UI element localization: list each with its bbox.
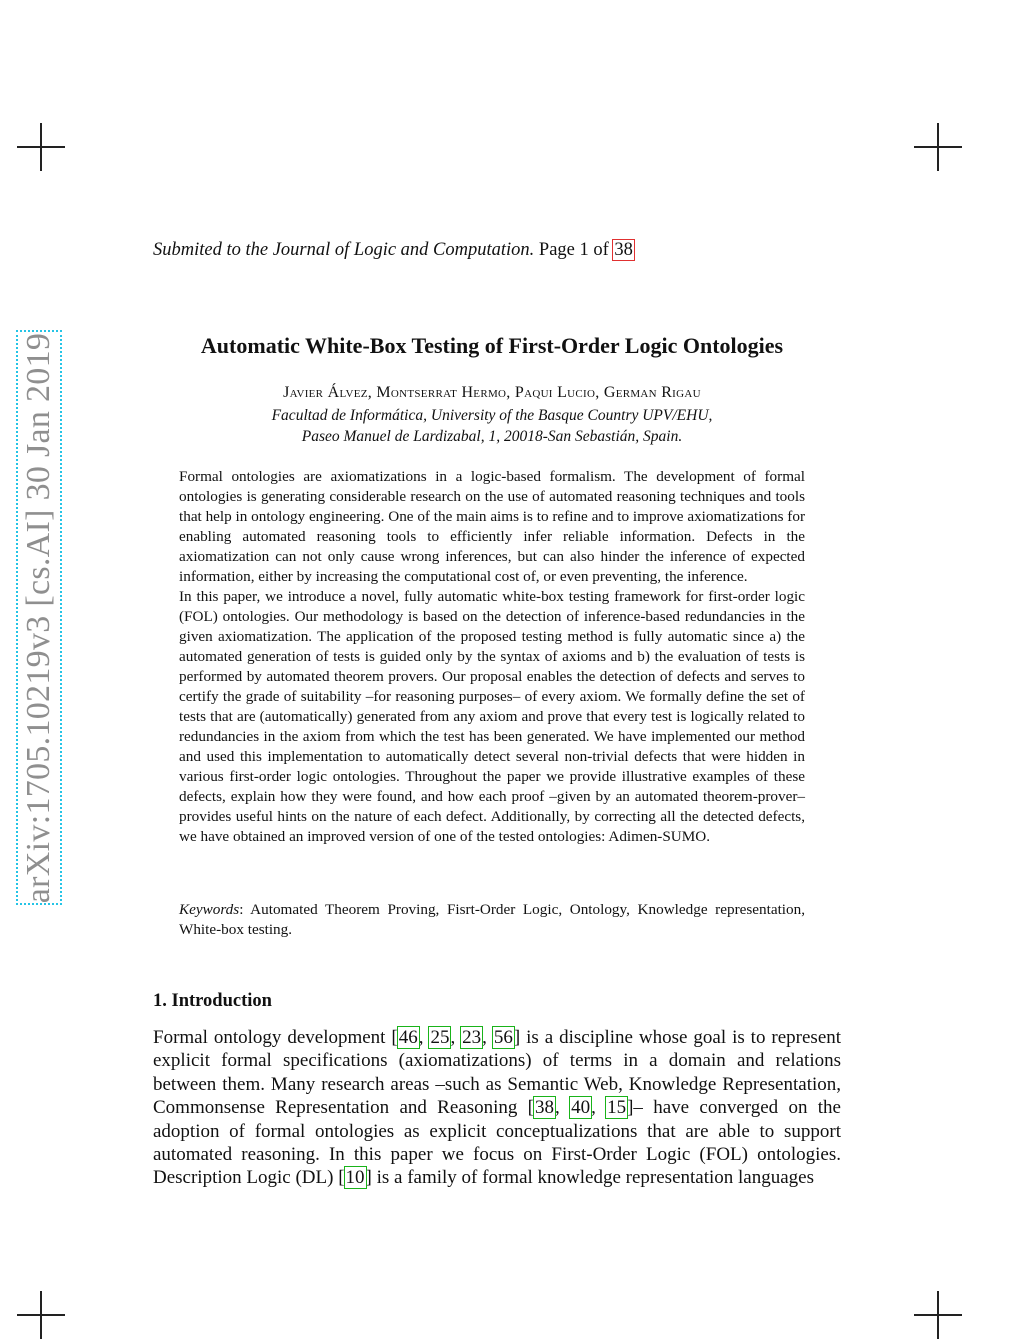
crop-mark-top-left xyxy=(17,123,65,171)
affiliation-line-2: Paseo Manuel de Lardizabal, 1, 20018-San Sebastián, Spain. xyxy=(301,428,683,445)
intro-text-1: Formal ontology development [ xyxy=(153,1027,398,1048)
intro-text-3: ]– have converged on the adoption of formal ontologies as explicit conceptualizations that are able to support automated reasoning. In this paper we focus on First-Order Logic (FOL) ontologies. Description Logic (DL) [ xyxy=(153,1097,841,1189)
crop-mark-bottom-right xyxy=(914,1291,962,1339)
citation-link[interactable]: 25 xyxy=(430,1027,450,1048)
paper-title: Automatic White-Box Testing of First-Order Logic Ontologies xyxy=(200,333,784,358)
introduction-paragraph: Formal ontology development [46, 25, 23, 56] is a discipline whose goal is to represent explicit formal specifications (axiomatizations) of terms in a domain and relations between them. Many research areas –such as Semantic Web, Knowledge Representation, Commonsense Representation and Reasoning [38, 40, 15]– have converged on the adoption of formal ontologies as explicit conceptualizations that are able to support automated reasoning. In this paper we focus on First-Order Logic (FOL) ontologies. Description Logic (DL) [10] is a family of formal knowledge representation languages xyxy=(153,1027,842,1189)
arxiv-identifier: arXiv:1705.10219v3 [cs.AI] 30 Jan 2019 xyxy=(20,332,57,903)
section-heading-introduction: 1. Introduction xyxy=(153,991,272,1011)
total-pages-link[interactable]: 38 xyxy=(614,240,633,260)
citation-link[interactable]: 15 xyxy=(607,1097,627,1119)
intro-text-2: ] is a discipline whose goal is to represent explicit formal specifications (axiomatizations) of terms in a domain and relations between them. Many research areas –such as Semantic Web, Knowledge Representation, Commonsense Representation and Reasoning [ xyxy=(153,1027,842,1119)
running-header xyxy=(153,240,634,261)
arxiv-stamp[interactable] xyxy=(16,330,62,905)
citation-link[interactable]: 38 xyxy=(535,1097,555,1119)
keywords xyxy=(179,900,805,940)
journal-name: Submited to the Journal of Logic and Computation. xyxy=(153,240,535,260)
author-list: Javier Álvez, Montserrat Hermo, Paqui Lucio, German Rigau xyxy=(283,384,701,401)
citation-link[interactable]: 56 xyxy=(493,1027,513,1048)
abstract xyxy=(179,467,805,847)
introduction-body xyxy=(153,1026,841,1190)
keywords-text: : Automated Theorem Proving, Fisrt-Order Logic, Ontology, Knowledge representation, White-box testing. xyxy=(179,901,805,938)
citation-link[interactable]: 46 xyxy=(398,1027,418,1048)
intro-text-4: ] is a family of formal knowledge representation languages xyxy=(365,1167,814,1189)
abstract-paragraph-1: Formal ontologies are axiomatizations in a logic-based formalism. The development of formal ontologies is generating considerable research on the use of automated reasoning techniques and tools that help in ontology engineering. One of the main aims is to refine and to improve axiomatizations for enabling automated reasoning tools to efficiently infer reliable information. Defects in the axiomatization can not only cause wrong inferences, but can also hinder the inference of expected information, either by increasing the computational cost of, or even preventing, the inference. xyxy=(179,468,805,585)
affiliation-line-1: Facultad de Informática, University of the Basque Country UPV/EHU, xyxy=(271,407,713,424)
crop-mark-bottom-left xyxy=(17,1291,65,1339)
citation-link[interactable]: 40 xyxy=(571,1097,591,1119)
page-counter: Page 1 of xyxy=(538,240,609,260)
citation-link[interactable]: 23 xyxy=(462,1027,482,1048)
keywords-label: Keywords xyxy=(179,901,240,918)
abstract-paragraph-2: In this paper, we introduce a novel, fully automatic white-box testing framework for first-order logic (FOL) ontologies. Our methodology is based on the detection of inference-based redundancies in the given axiomatization. The application of the proposed testing method is fully automatic since a) the automated generation of tests is guided only by the syntax of axioms and b) the evaluation of tests is performed by automated theorem provers. Our proposal enables the detection of defects and serves to certify the grade of suitability –for reasoning purposes– of every axiom. We formally define the set of tests that are (automatically) generated from any axiom and prove that every test is logically related to redundancies in the axiom from which the test has been generated. We have implemented our method and used this implementation to automatically detect several non-trivial defects that were hidden in various first-order logic ontologies. Throughout the paper we provide illustrative examples of these defects, explain how they were found, and how each proof –given by an automated theorem-prover–provides useful hints on the nature of each defect. Additionally, by correcting all the detected defects, we have obtained an improved version of one of the tested ontologies: Adimen-SUMO. xyxy=(179,588,805,845)
crop-mark-top-right xyxy=(914,123,962,171)
citation-link[interactable]: 10 xyxy=(345,1167,365,1189)
